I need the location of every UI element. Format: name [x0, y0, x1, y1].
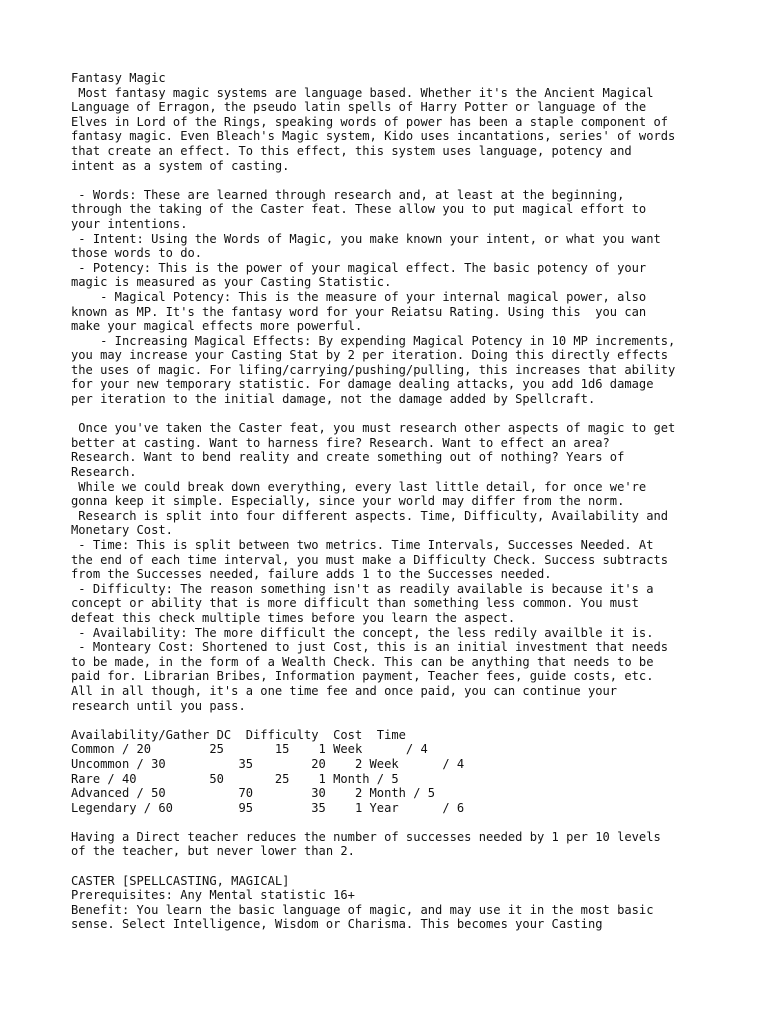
blank-line	[71, 407, 711, 422]
magical-potency-line: - Magical Potency: This is the measure of your internal magical power, also	[71, 289, 647, 304]
research-table-header: Availability/Gather DC Difficulty Cost Time	[71, 727, 406, 742]
research-table-row: Common / 20 25 15 1 Week / 4	[71, 742, 428, 757]
caster-feat-heading: CASTER [SPELLCASTING, MAGICAL]	[71, 873, 290, 888]
intro-paragraph-line: Language of Erragon, the pseudo latin spells of Harry Potter or language of the	[71, 100, 647, 115]
teacher-note-line: Having a Direct teacher reduces the number of successes needed by 1 per 10 levels	[71, 829, 661, 844]
cost-item-line: All in all though, it's a one time fee and once paid, you can continue your	[71, 683, 618, 698]
intro-paragraph-line: fantasy magic. Even Bleach's Magic system, Kido uses incantations, series' of words	[71, 129, 676, 144]
research-table-row: Advanced / 50 70 30 2 Month / 5	[71, 786, 436, 801]
blank-line	[71, 815, 711, 830]
caster-benefit-line: sense. Select Intelligence, Wisdom or Charisma. This becomes your Casting	[71, 917, 603, 932]
document-title: Fantasy Magic	[71, 71, 166, 85]
words-item-line: through the taking of the Caster feat. These allow you to put magical effort to	[71, 202, 647, 217]
caster-prerequisites: Prerequisites: Any Mental statistic 16+	[71, 888, 355, 903]
difficulty-item-line: - Difficulty: The reason something isn't as readily available is because it's a	[71, 581, 654, 596]
aspects-paragraph-line: Research is split into four different aspects. Time, Difficulty, Availability and	[71, 508, 669, 523]
potency-item-line: - Potency: This is the power of your magical effect. The basic potency of your	[71, 260, 647, 275]
cost-item-line: to be made, in the form of a Wealth Check. This can be anything that needs to be	[71, 654, 654, 669]
aspects-paragraph-line: Monetary Cost.	[71, 523, 173, 538]
cost-item-line: paid for. Librarian Bribes, Information payment, Teacher fees, guide costs, etc.	[71, 669, 654, 684]
potency-item-line: magic is measured as your Casting Statistic.	[71, 275, 392, 290]
time-item-line: the end of each time interval, you must make a Difficulty Check. Success subtracts	[71, 552, 669, 567]
research-table-row: Rare / 40 50 25 1 Month / 5	[71, 771, 399, 786]
intent-item-line: those words to do.	[71, 246, 203, 261]
magical-potency-line: make your magical effects more powerful.	[71, 319, 363, 334]
teacher-note-line: of the teacher, but never lower than 2.	[71, 844, 355, 859]
research-table-row: Legendary / 60 95 35 1 Year / 6	[71, 800, 465, 815]
availability-item-line: - Availability: The more difficult the concept, the less redily availble it is.	[71, 625, 654, 640]
intro-paragraph-line: Most fantasy magic systems are language based. Whether it's the Ancient Magical	[71, 85, 654, 100]
research-paragraph-line: Research. Want to bend reality and create something out of nothing? Years of	[71, 450, 625, 465]
difficulty-item-line: concept or ability that is more difficult than something less common. You must	[71, 596, 639, 611]
simplify-paragraph-line: While we could break down everything, every last little detail, for once we're	[71, 479, 647, 494]
research-paragraph-line: Research.	[71, 465, 137, 480]
cost-item-line: - Monteary Cost: Shortened to just Cost, this is an initial investment that needs	[71, 640, 669, 655]
research-paragraph-line: Once you've taken the Caster feat, you must research other aspects of magic to get	[71, 421, 676, 436]
increasing-effects-line: per iteration to the initial damage, not the damage added by Spellcraft.	[71, 392, 596, 407]
intro-paragraph-line: that create an effect. To this effect, this system uses language, potency and	[71, 143, 632, 158]
increasing-effects-line: - Increasing Magical Effects: By expending Magical Potency in 10 MP increments,	[71, 333, 676, 348]
increasing-effects-line: you may increase your Casting Stat by 2 per iteration. Doing this directly effects	[71, 348, 669, 363]
research-paragraph-line: better at casting. Want to harness fire? Research. Want to effect an area?	[71, 435, 610, 450]
blank-line	[71, 859, 711, 874]
words-item-line: - Words: These are learned through research and, at least at the beginning,	[71, 187, 625, 202]
cost-item-line: research until you pass.	[71, 698, 246, 713]
difficulty-item-line: defeat this check multiple times before you learn the aspect.	[71, 610, 516, 625]
document-page	[71, 71, 711, 932]
words-item-line: your intentions.	[71, 216, 188, 231]
caster-benefit-line: Benefit: You learn the basic language of magic, and may use it in the most basic	[71, 902, 654, 917]
intro-paragraph-line: Elves in Lord of the Rings, speaking words of power has been a staple component of	[71, 114, 669, 129]
time-item-line: from the Successes needed, failure adds 1 to the Successes needed.	[71, 567, 552, 582]
simplify-paragraph-line: gonna keep it simple. Especially, since your world may differ from the norm.	[71, 494, 625, 509]
intent-item-line: - Intent: Using the Words of Magic, you make known your intent, or what you want	[71, 231, 661, 246]
magical-potency-line: known as MP. It's the fantasy word for your Reiatsu Rating. Using this you can	[71, 304, 647, 319]
research-table-row: Uncommon / 30 35 20 2 Week / 4	[71, 756, 465, 771]
blank-line	[71, 713, 711, 728]
intro-paragraph-line: intent as a system of casting.	[71, 158, 290, 173]
blank-line	[71, 173, 711, 188]
increasing-effects-line: for your new temporary statistic. For damage dealing attacks, you add 1d6 damage	[71, 377, 654, 392]
increasing-effects-line: the uses of magic. For lifing/carrying/pushing/pulling, this increases that ability	[71, 362, 676, 377]
time-item-line: - Time: This is split between two metrics. Time Intervals, Successes Needed. At	[71, 538, 654, 552]
